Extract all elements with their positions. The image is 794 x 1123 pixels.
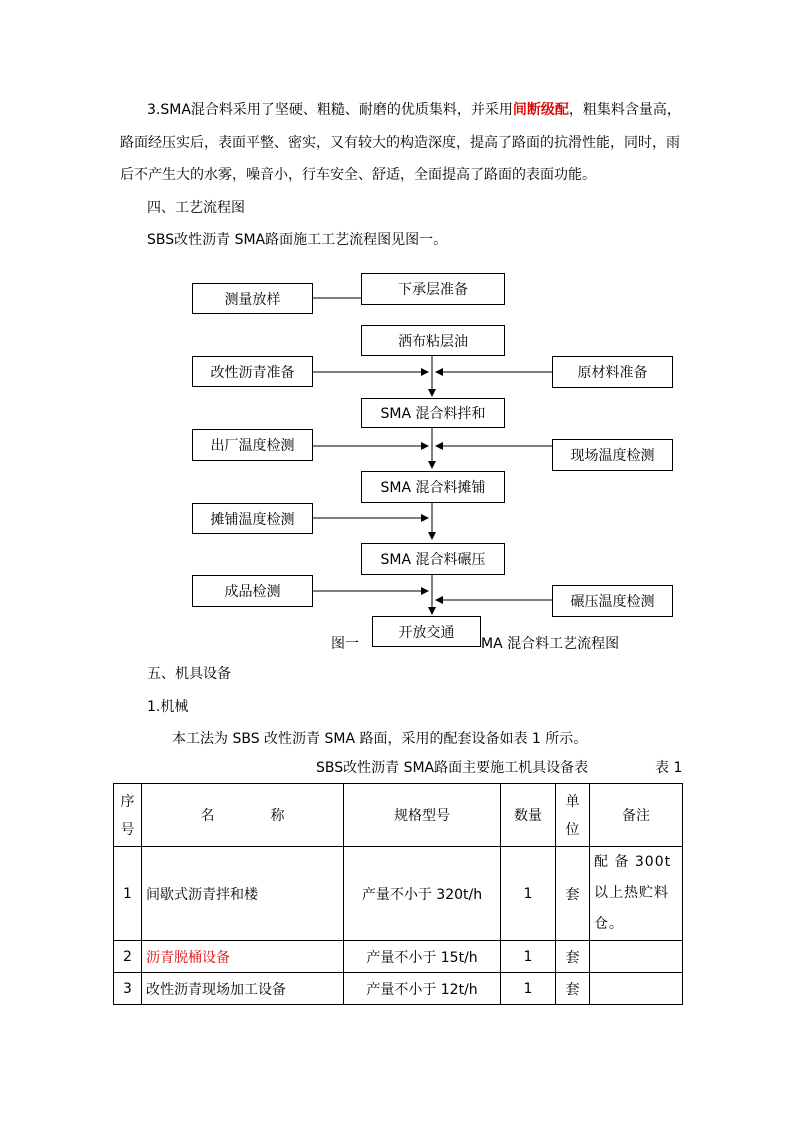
header-spec: 规格型号 — [344, 784, 501, 847]
header-unit: 单 位 — [556, 784, 590, 847]
row-qty: 1 — [501, 973, 556, 1005]
para3-line2: 路面经压实后，表面平整、密实，又有较大的构造深度，提高了路面的抗滑性能，同时，雨 — [120, 135, 680, 151]
flow-right-3: 碾压温度检测 — [552, 585, 673, 617]
header-note: 备注 — [590, 784, 683, 847]
row-index: 3 — [114, 973, 142, 1005]
flow-left-3: 出厂温度检测 — [192, 429, 313, 461]
flow-main-3: SMA 混合料拌和 — [361, 398, 505, 428]
flow-caption-right: MA 混合料工艺流程图 — [481, 636, 620, 652]
row-name: 改性沥青现场加工设备 — [142, 973, 344, 1005]
para3-highlight: 间断级配 — [512, 102, 569, 118]
row-spec: 产量不小于 320t/h — [344, 847, 501, 941]
flow-right-1: 原材料准备 — [552, 356, 673, 388]
table-header-row — [114, 784, 683, 847]
para3-text-b: ，粗集料含量高， — [568, 102, 681, 118]
flow-main-4: SMA 混合料摊铺 — [361, 471, 505, 503]
flow-left-5: 成品检测 — [192, 575, 313, 607]
row-qty: 1 — [501, 941, 556, 973]
row-spec: 产量不小于 15t/h — [344, 941, 501, 973]
row-index: 2 — [114, 941, 142, 973]
flow-main-6: 开放交通 — [372, 616, 481, 647]
row-unit: 套 — [556, 847, 590, 941]
flow-main-2: 洒布粘层油 — [361, 325, 505, 356]
table-row — [114, 941, 683, 973]
table-title: SBS改性沥青 SMA路面主要施工机具设备表 — [316, 760, 589, 776]
row-name: 间歇式沥青拌和楼 — [142, 847, 344, 941]
flow-right-2: 现场温度检测 — [552, 439, 673, 471]
table-row — [114, 973, 683, 1005]
flow-caption-left: 图一 — [331, 636, 359, 652]
row-index: 1 — [114, 847, 142, 941]
row-note — [590, 973, 683, 1005]
row-note — [590, 941, 683, 973]
row-unit: 套 — [556, 941, 590, 973]
section4-intro: SBS改性沥青 SMA路面施工工艺流程图见图一。 — [147, 232, 448, 248]
row-note: 配 备 300t 以上热贮料仓。 — [590, 847, 683, 941]
flow-left-4: 摊铺温度检测 — [192, 503, 313, 534]
section5-heading: 五、机具设备 — [147, 666, 231, 682]
header-name: 名 称 — [142, 784, 344, 847]
table-row — [114, 847, 683, 941]
table-label: 表 1 — [655, 760, 683, 776]
equipment-table — [113, 783, 683, 1005]
flow-main-5: SMA 混合料碾压 — [361, 543, 505, 575]
row-unit: 套 — [556, 973, 590, 1005]
para3-line3: 后不产生大的水雾，噪音小，行车安全、舒适，全面提高了路面的表面功能。 — [120, 167, 596, 183]
flow-main-1: 下承层准备 — [361, 273, 505, 305]
row-spec: 产量不小于 12t/h — [344, 973, 501, 1005]
row-name-highlight: 沥青脱桶设备 — [142, 941, 344, 973]
header-index: 序 号 — [114, 784, 142, 847]
flow-left-1: 测量放样 — [192, 283, 313, 314]
row-qty: 1 — [501, 847, 556, 941]
section4-heading: 四、工艺流程图 — [147, 200, 245, 216]
para3-text-a: 3.SMA混合料采用了坚硬、粗糙、耐磨的优质集料，并采用 — [147, 102, 513, 118]
header-qty: 数量 — [501, 784, 556, 847]
section5-sub1: 1.机械 — [147, 699, 189, 715]
flow-left-2: 改性沥青准备 — [192, 356, 313, 387]
section5-intro: 本工法为 SBS 改性沥青 SMA 路面，采用的配套设备如表 1 所示。 — [172, 731, 588, 747]
